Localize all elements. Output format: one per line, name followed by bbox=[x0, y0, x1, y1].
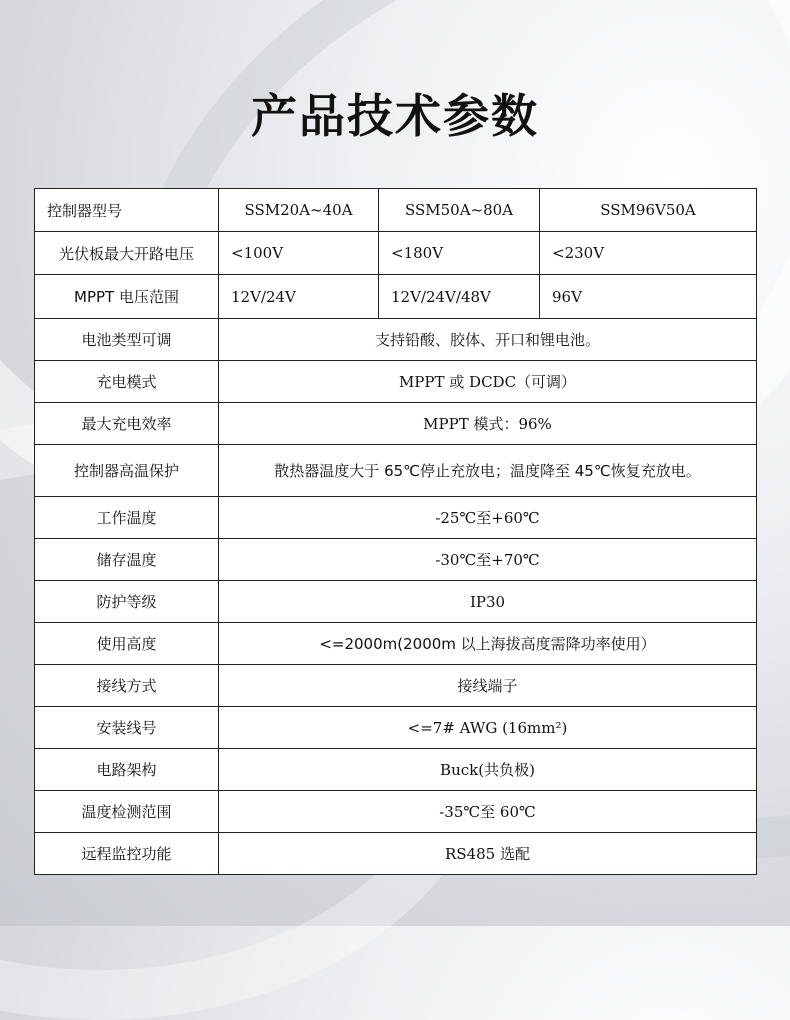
table-row bbox=[35, 539, 757, 581]
table-row bbox=[35, 403, 757, 445]
model-cell: SSM50A~80A bbox=[379, 189, 540, 232]
value-cell: 接线端子 bbox=[219, 665, 757, 707]
row-label: 接线方式 bbox=[35, 665, 219, 707]
value-cell: 12V/24V/48V bbox=[379, 275, 540, 319]
value-cell: 12V/24V bbox=[219, 275, 379, 319]
value-cell: -25℃至+60℃ bbox=[219, 497, 757, 539]
row-label: 电路架构 bbox=[35, 749, 219, 791]
table-row bbox=[35, 665, 757, 707]
table-row bbox=[35, 791, 757, 833]
value-cell: <=7# AWG (16mm²) bbox=[219, 707, 757, 749]
value-cell: <230V bbox=[540, 232, 757, 275]
row-label: 最大充电效率 bbox=[35, 403, 219, 445]
row-label: 控制器高温保护 bbox=[35, 445, 219, 497]
value-cell: RS485 选配 bbox=[219, 833, 757, 875]
value-cell: <100V bbox=[219, 232, 379, 275]
table-row bbox=[35, 497, 757, 539]
page-title: 产品技术参数 bbox=[251, 89, 539, 143]
row-label: 安装线号 bbox=[35, 707, 219, 749]
table-row bbox=[35, 749, 757, 791]
table-row bbox=[35, 189, 757, 232]
table-row bbox=[35, 707, 757, 749]
table-row bbox=[35, 833, 757, 875]
value-cell: IP30 bbox=[219, 581, 757, 623]
row-label: 远程监控功能 bbox=[35, 833, 219, 875]
table-row bbox=[35, 623, 757, 665]
table-row bbox=[35, 445, 757, 497]
table-row bbox=[35, 319, 757, 361]
row-label: MPPT 电压范围 bbox=[35, 275, 219, 319]
row-label: 储存温度 bbox=[35, 539, 219, 581]
value-cell: 96V bbox=[540, 275, 757, 319]
value-cell: MPPT 或 DCDC（可调） bbox=[219, 361, 757, 403]
row-label: 温度检测范围 bbox=[35, 791, 219, 833]
value-cell: 散热器温度大于 65℃停止充放电；温度降至 45℃恢复充放电。 bbox=[219, 445, 757, 497]
value-cell: MPPT 模式：96% bbox=[219, 403, 757, 445]
row-label: 光伏板最大开路电压 bbox=[35, 232, 219, 275]
value-cell: -30℃至+70℃ bbox=[219, 539, 757, 581]
value-cell: -35℃至 60℃ bbox=[219, 791, 757, 833]
model-cell: SSM96V50A bbox=[540, 189, 757, 232]
row-label: 充电模式 bbox=[35, 361, 219, 403]
table-row bbox=[35, 361, 757, 403]
value-cell: <=2000m(2000m 以上海拔高度需降功率使用） bbox=[219, 623, 757, 665]
value-cell: 支持铅酸、胶体、开口和锂电池。 bbox=[219, 319, 757, 361]
spec-table bbox=[34, 188, 757, 875]
table-row bbox=[35, 581, 757, 623]
row-label: 使用高度 bbox=[35, 623, 219, 665]
value-cell: Buck(共负极) bbox=[219, 749, 757, 791]
table-row bbox=[35, 232, 757, 275]
row-label: 电池类型可调 bbox=[35, 319, 219, 361]
model-cell: SSM20A~40A bbox=[219, 189, 379, 232]
row-label: 控制器型号 bbox=[35, 189, 219, 232]
table-row bbox=[35, 275, 757, 319]
row-label: 防护等级 bbox=[35, 581, 219, 623]
row-label: 工作温度 bbox=[35, 497, 219, 539]
value-cell: <180V bbox=[379, 232, 540, 275]
